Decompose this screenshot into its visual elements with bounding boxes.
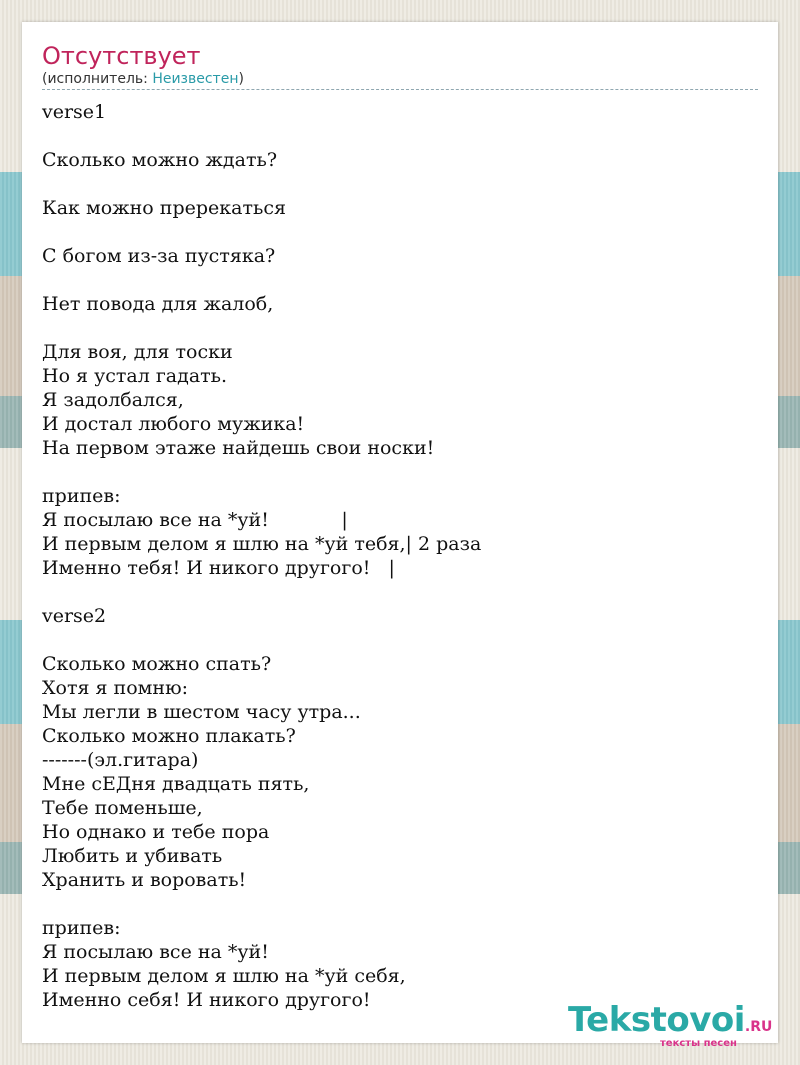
lyric-line xyxy=(42,124,758,148)
lyric-line xyxy=(42,892,758,916)
lyric-line: Тебе поменьше, xyxy=(42,797,203,819)
artist-prefix: (исполнитель: xyxy=(42,71,153,87)
lyric-line: -------(эл.гитара) xyxy=(42,749,199,771)
lyric-line: Сколько можно спать? xyxy=(42,653,272,675)
lyric-line xyxy=(42,580,758,604)
lyric-line xyxy=(42,268,758,292)
song-title: Отсутствует xyxy=(42,42,201,70)
lyric-line: припев: xyxy=(42,917,121,939)
lyric-line: И первым делом я шлю на *уй тебя,| 2 раза xyxy=(42,533,482,555)
lyric-line: Хранить и воровать! xyxy=(42,869,247,891)
artist-suffix: ) xyxy=(238,71,244,87)
lyric-line: Для воя, для тоски xyxy=(42,341,233,363)
lyric-line: Я задолбался, xyxy=(42,389,184,411)
lyric-line: Любить и убивать xyxy=(42,845,223,867)
lyric-line: Но я устал гадать. xyxy=(42,365,228,387)
lyric-line: Нет повода для жалоб, xyxy=(42,293,274,315)
lyric-line: verse1 xyxy=(42,101,107,123)
lyric-line: На первом этаже найдешь свои носки! xyxy=(42,437,435,459)
lyric-line: припев: xyxy=(42,485,121,507)
artist-link[interactable]: Неизвестен xyxy=(152,71,239,87)
lyric-line: Я посылаю все на *уй! xyxy=(42,941,269,963)
lyric-line: Я посылаю все на *уй! | xyxy=(42,509,348,531)
lyrics-text xyxy=(42,100,758,1012)
lyric-line xyxy=(42,316,758,340)
lyric-line: Сколько можно ждать? xyxy=(42,149,278,171)
lyric-line: Мне сЕДня двадцать пять, xyxy=(42,773,310,795)
lyric-line xyxy=(42,460,758,484)
logo-tld: .RU xyxy=(744,1019,773,1035)
lyric-line xyxy=(42,172,758,196)
lyric-line: Именно тебя! И никого другого! | xyxy=(42,557,395,579)
lyric-line xyxy=(42,220,758,244)
lyric-line xyxy=(42,628,758,652)
lyric-line: Но однако и тебе пора xyxy=(42,821,270,843)
lyric-line: И первым делом я шлю на *уй себя, xyxy=(42,965,406,987)
lyric-line: Как можно пререкаться xyxy=(42,197,286,219)
lyrics-card xyxy=(22,22,778,1049)
logo-tagline: тексты песен xyxy=(660,1038,737,1049)
lyric-line: verse2 xyxy=(42,605,107,627)
logo-wordmark: Tekstovoi xyxy=(568,1000,745,1040)
lyric-line: С богом из-за пустяка? xyxy=(42,245,276,267)
lyric-line: Именно себя! И никого другого! xyxy=(42,989,371,1011)
lyric-line: Хотя я помню: xyxy=(42,677,189,699)
artist-line xyxy=(42,71,244,87)
lyric-line: Мы легли в шестом часу утра... xyxy=(42,701,361,723)
lyric-line: И достал любого мужика! xyxy=(42,413,305,435)
site-logo[interactable] xyxy=(568,1000,773,1049)
header-divider xyxy=(42,89,758,90)
lyric-line: Сколько можно плакать? xyxy=(42,725,296,747)
